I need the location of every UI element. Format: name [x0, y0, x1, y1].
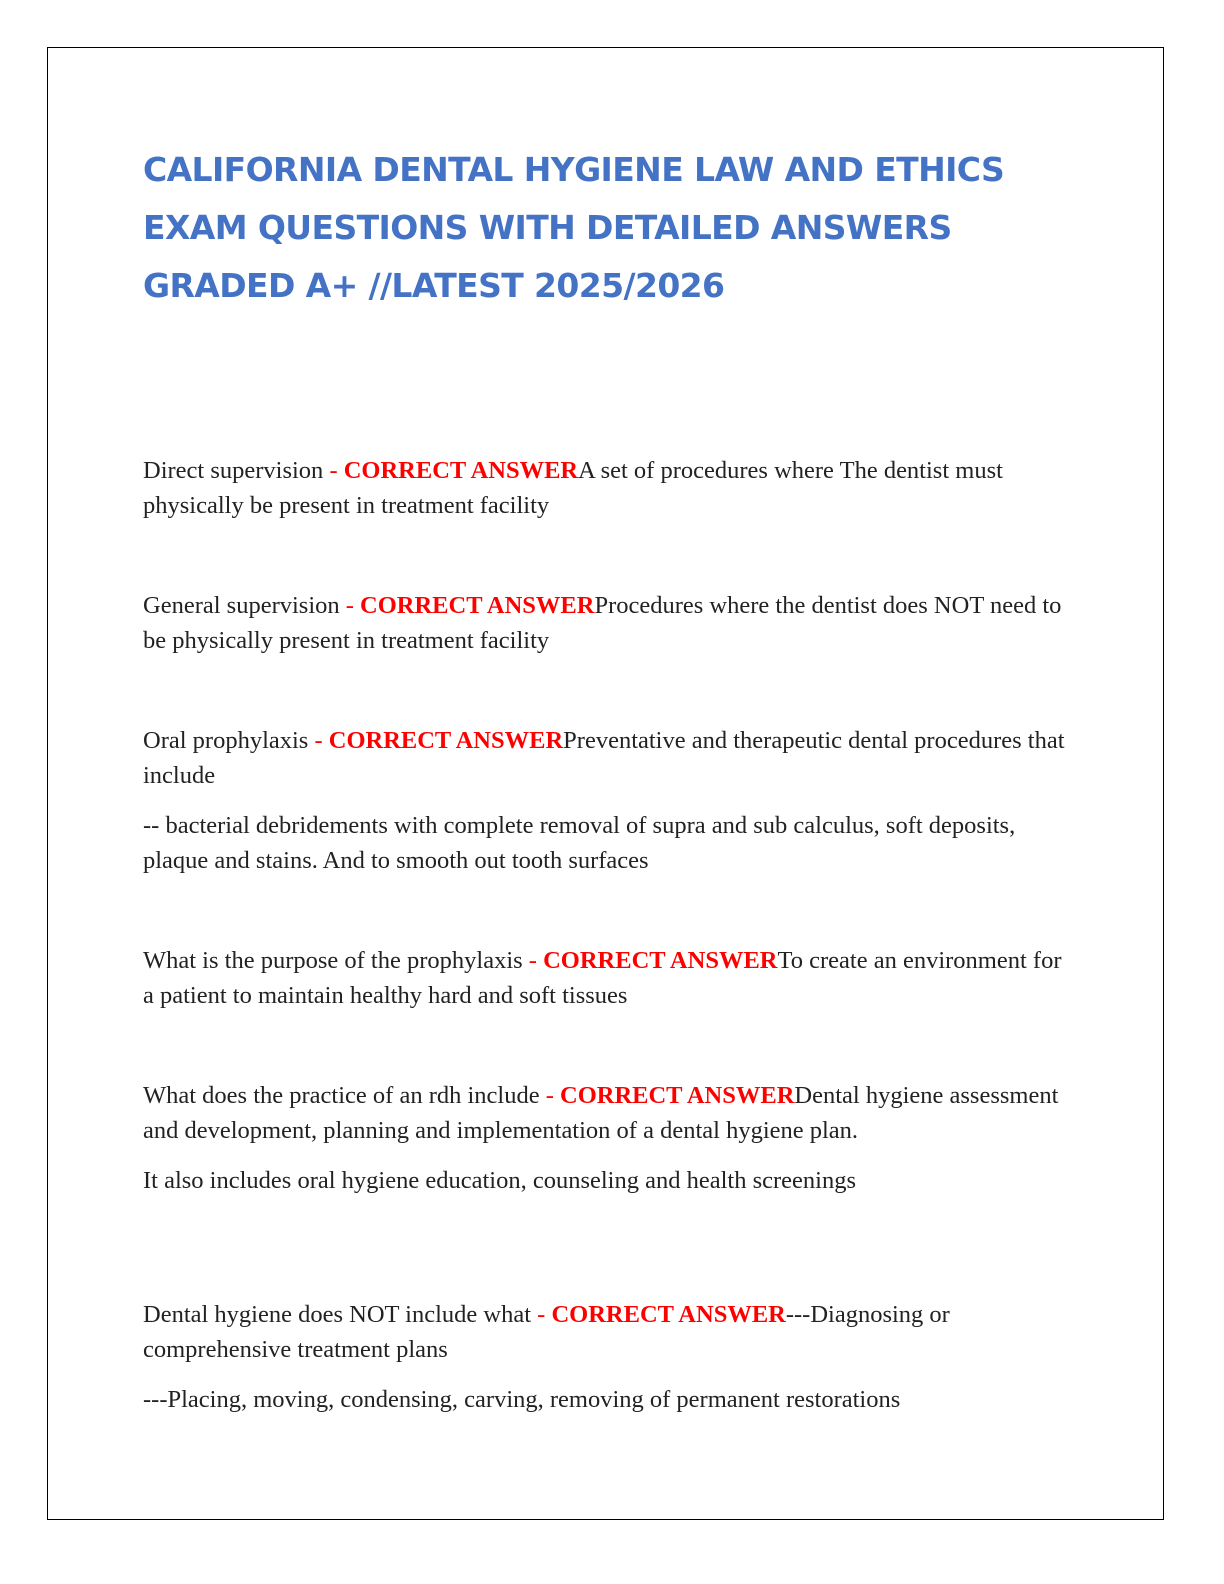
qa-item-dental-hygiene-excludes	[143, 1297, 1073, 1432]
correct-answer-label: CORRECT ANSWER	[343, 457, 579, 484]
qa-item-general-supervision	[143, 588, 1073, 673]
qa-paragraph	[143, 943, 1073, 1013]
question-text: General supervision	[143, 592, 346, 619]
answer-continuation: ---Placing, moving, condensing, carving, removing of permanent restorations	[143, 1386, 901, 1413]
answer-text: Procedures where the dentist does NOT need to be physically present in treatment facility	[143, 592, 1062, 654]
qa-paragraph	[143, 1297, 1073, 1367]
correct-answer-label: CORRECT ANSWER	[360, 592, 595, 619]
answer-separator: -	[314, 727, 329, 754]
qa-paragraph	[143, 1078, 1073, 1148]
question-text: What does the practice of an rdh include	[143, 1082, 546, 1109]
question-text: Oral prophylaxis	[143, 727, 315, 754]
answer-separator: -	[537, 1301, 552, 1328]
answer-continuation: It also includes oral hygiene education, counseling and health screenings	[143, 1167, 857, 1194]
qa-paragraph	[143, 588, 1073, 658]
qa-paragraph	[143, 453, 1073, 523]
title-line-2: EXAM QUESTIONS WITH DETAILED ANSWERS	[143, 208, 952, 247]
correct-answer-label: CORRECT ANSWER	[543, 947, 778, 974]
answer-separator: -	[329, 457, 344, 484]
answer-text: A set of procedures where The dentist must physically be present in treatment facility	[143, 457, 1003, 519]
answer-text: Preventative and therapeutic dental procedures that include	[143, 727, 1065, 789]
answer-text: Dental hygiene assessment and development, planning and implementation of a dental hygiene plan.	[143, 1082, 1059, 1144]
qa-item-rdh-practice	[143, 1078, 1073, 1213]
question-text: Direct supervision	[143, 457, 330, 484]
document-title	[143, 141, 1073, 315]
title-line-3: GRADED A+ //LATEST 2025/2026	[143, 266, 725, 305]
qa-item-direct-supervision	[143, 453, 1073, 538]
correct-answer-label: CORRECT ANSWER	[560, 1082, 795, 1109]
answer-text: To create an environment for a patient to maintain healthy hard and soft tissues	[143, 947, 1062, 1009]
question-text: What is the purpose of the prophylaxis	[143, 947, 529, 974]
answer-separator: -	[528, 947, 544, 974]
correct-answer-label: CORRECT ANSWER	[551, 1301, 786, 1328]
question-text: Dental hygiene does NOT include what	[143, 1301, 538, 1328]
answer-text: ---Diagnosing or comprehensive treatment plans	[143, 1301, 950, 1363]
answer-separator: -	[345, 592, 361, 619]
qa-paragraph	[143, 723, 1073, 793]
qa-item-oral-prophylaxis	[143, 723, 1073, 893]
correct-answer-label: CORRECT ANSWER	[328, 727, 564, 754]
answer-separator: -	[545, 1082, 561, 1109]
answer-continuation: -- bacterial debridements with complete removal of supra and sub calculus, soft deposits, plaque and stains. And to smooth out tooth surfaces	[143, 812, 1016, 874]
title-line-1: CALIFORNIA DENTAL HYGIENE LAW AND ETHICS	[143, 150, 1005, 189]
qa-item-prophylaxis-purpose	[143, 943, 1073, 1028]
